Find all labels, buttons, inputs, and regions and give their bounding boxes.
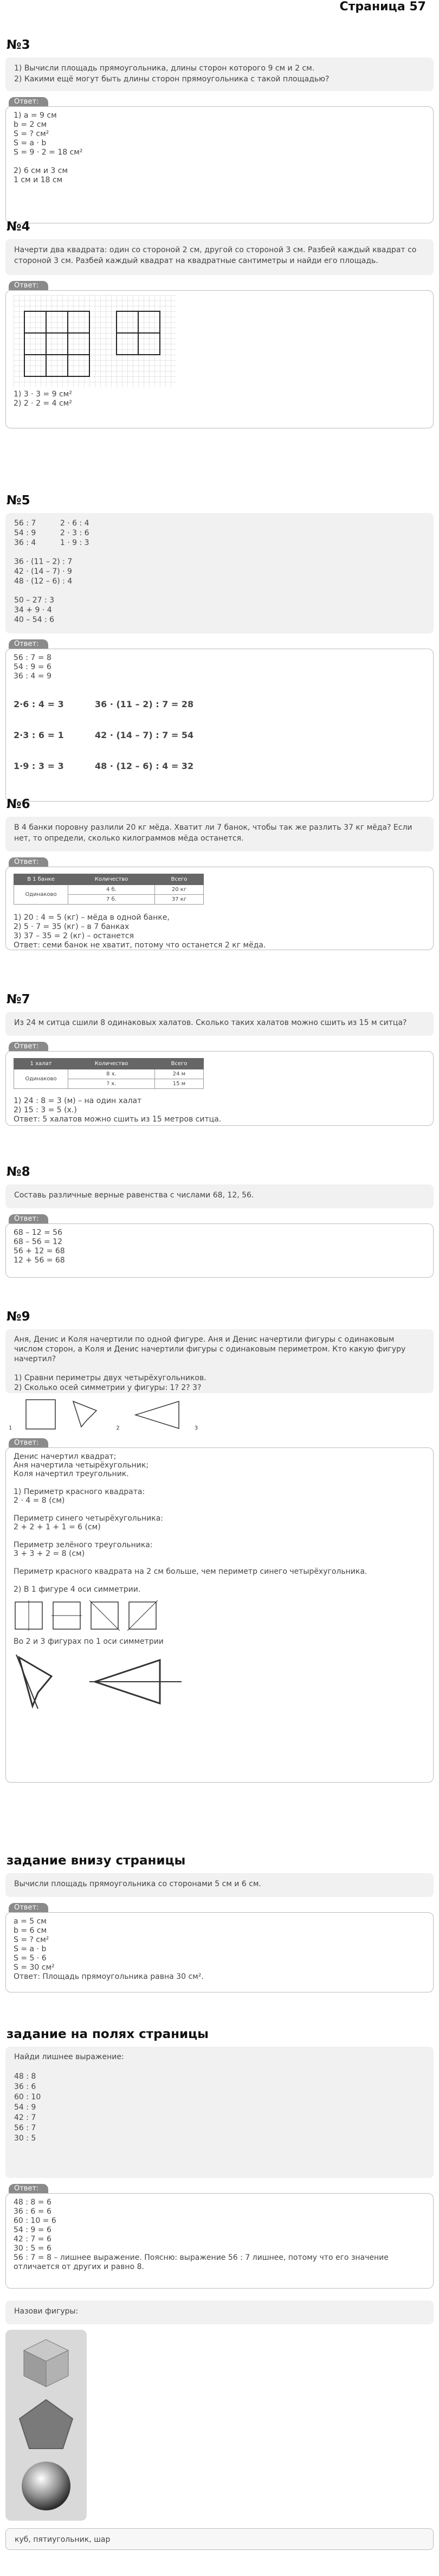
answer-line: 1) 20 : 4 = 5 (кг) – мёда в одной банке, <box>14 913 170 922</box>
table-header: Количество <box>68 1059 155 1069</box>
answer-tab: Ответ: <box>9 1042 48 1051</box>
section-title: задание на полях страницы <box>7 2027 209 2041</box>
section-title: №4 <box>7 220 30 234</box>
table-cell: Одинаково <box>14 1069 68 1089</box>
answer-line: 60 : 10 = 6 <box>14 2216 56 2225</box>
table-cell: Одинаково <box>14 885 68 905</box>
answer-tab: Ответ: <box>9 1438 48 1447</box>
answer-line: 54 : 9 = 6 <box>14 2226 51 2234</box>
section-title: №9 <box>7 1310 30 1324</box>
question-box-figures <box>5 2301 434 2324</box>
figure-label: 3 <box>194 1425 198 1431</box>
symmetry-square-3 <box>89 1600 120 1631</box>
answer-line: a = 5 см <box>14 1917 47 1926</box>
question-line: 36 : 6 <box>14 2082 36 2091</box>
fraction-expr: 1·9 : 3 = 3 <box>14 761 64 771</box>
table-cell: 7 б. <box>68 895 155 905</box>
answer-figures-box <box>5 2528 434 2550</box>
fraction-expr: 36 · (11 – 2) : 7 = 28 <box>95 699 194 709</box>
answer-tab: Ответ: <box>9 97 48 106</box>
question-line: Найди лишнее выражение: <box>14 2053 124 2061</box>
answer-line: S = ? см² <box>14 130 49 138</box>
question-line: 54 : 9 2 · 3 : 6 <box>14 529 89 537</box>
question-line: 1) Вычисли площадь прямоугольника, длины сторон которого 9 см и 2 см. <box>14 64 315 73</box>
section-9 <box>0 1310 439 1783</box>
question-line: 34 + 9 · 4 <box>14 606 52 614</box>
question-line: В 4 банки поровну разлили 20 кг мёда. Хватит ли 7 банок, чтобы так же разлить 37 кг мёда? Если <box>14 823 412 832</box>
answer-line: 1) a = 9 см <box>14 111 57 120</box>
section-3 <box>0 38 439 223</box>
question-line: начертил? <box>14 1355 56 1363</box>
question-box <box>5 817 434 851</box>
answer-line: 2 · 4 = 8 (см) <box>14 1496 65 1505</box>
answer-line: 48 : 8 = 6 <box>14 2198 51 2207</box>
question-line: Из 24 м ситца сшили 8 одинаковых халатов. Сколько таких халатов можно сшить из 15 м ситца? <box>14 1018 407 1027</box>
table-cell: 37 кг <box>155 895 204 905</box>
question-line: 54 : 9 <box>14 2103 36 2112</box>
section-7 <box>0 992 439 1126</box>
question-line: Составь различные верные равенства с числами 68, 12, 56. <box>14 1191 254 1200</box>
answer-line: S = ? см² <box>14 1936 49 1944</box>
answer-line: 68 – 12 = 56 <box>14 1228 62 1237</box>
figure-square <box>25 1399 57 1431</box>
section-title: №8 <box>7 1165 30 1179</box>
question-line: 36 · (11 – 2) : 7 <box>14 558 73 566</box>
answer-box <box>5 1447 434 1783</box>
answer-box <box>5 649 434 802</box>
question-line: 30 : 5 <box>14 2134 36 2143</box>
page-title: Страница 57 <box>339 0 426 14</box>
table-header: В 1 банке <box>14 874 68 885</box>
question-line: 1) Сравни периметры двух четырёхугольников. <box>14 1374 206 1382</box>
answer-box <box>5 106 434 223</box>
data-table <box>14 874 204 905</box>
answer-tab: Ответ: <box>9 857 48 867</box>
table-cell: ? х. <box>68 1079 155 1089</box>
table-cell: 24 м <box>155 1069 204 1079</box>
question-line: Назови фигуры: <box>14 2307 79 2316</box>
fraction-expr: 48 · (12 – 6) : 4 = 32 <box>95 761 194 771</box>
section-4 <box>0 220 439 428</box>
answer-line: 12 + 56 = 68 <box>14 1256 65 1265</box>
answer-box <box>5 1223 434 1278</box>
question-line: 56 : 7 2 · 6 : 4 <box>14 519 89 528</box>
question-box <box>5 1184 434 1208</box>
symmetry-kite <box>14 1655 79 1709</box>
question-line: Начерти два квадрата: один со стороной 2 см, другой со стороной 3 см. Разбей каждый квадрат со <box>14 246 417 254</box>
question-line: Аня, Денис и Коля начертили по одной фигуре. Аня и Денис начертили фигуры с одинаковым <box>14 1335 395 1344</box>
table-cell: 20 кг <box>155 885 204 895</box>
section-5 <box>0 494 439 802</box>
table-header: Всего <box>155 874 204 885</box>
answer-box <box>5 290 434 428</box>
answer-line: 68 – 56 = 12 <box>14 1238 62 1246</box>
answer-tab: Ответ: <box>9 1903 48 1912</box>
answer-line: Периметр красного квадрата на 2 см больше, чем периметр синего четырёхугольника. <box>14 1567 367 1576</box>
section-8 <box>0 1165 439 1278</box>
answer-line: 3) 37 – 35 = 2 (кг) – останется <box>14 932 134 940</box>
answer-line: Во 2 и 3 фигурах по 1 оси симметрии <box>14 1637 164 1646</box>
answer-line: 3 + 3 + 2 = 8 (см) <box>14 1549 85 1558</box>
question-line: 60 : 10 <box>14 2093 41 2101</box>
section-title: задание внизу страницы <box>7 1854 186 1868</box>
table-cell: 4 б. <box>68 885 155 895</box>
fraction-expr: 42 · (14 – 7) : 7 = 54 <box>95 730 194 740</box>
table-cell: 8 х. <box>68 1069 155 1079</box>
answer-line: 1) Периметр красного квадрата: <box>14 1488 145 1496</box>
section-bottom <box>0 1854 439 1992</box>
question-box <box>5 239 434 275</box>
answer-line: 42 : 7 = 6 <box>14 2235 51 2244</box>
answer-line: b = 6 см <box>14 1926 47 1935</box>
answer-tab: Ответ: <box>9 281 48 290</box>
question-box <box>5 1873 434 1897</box>
question-line: стороной 3 см. Разбей каждый квадрат на квадратные сантиметры и найди его площадь. <box>14 257 378 265</box>
question-line: 36 : 4 1 · 9 : 3 <box>14 539 89 547</box>
answer-line: Коля начертил треугольник. <box>14 1470 129 1478</box>
answer-tab: Ответ: <box>9 2184 48 2193</box>
figure-kite <box>70 1399 103 1431</box>
section-title: №5 <box>7 494 30 508</box>
answer-line: S = a · b <box>14 1945 47 1953</box>
question-line: числом сторон, а Коля и Денис начертили фигуры с одинаковым периметром. Кто какую фигуру <box>14 1345 406 1354</box>
answer-line: 56 : 7 = 8 – лишнее выражение. Поясню: выражение 56 : 7 лишнее, потому что его значение <box>14 2253 389 2262</box>
answer-tab: Ответ: <box>9 1214 48 1223</box>
question-line: 56 : 7 <box>14 2124 36 2132</box>
answer-line: Ответ: Площадь прямоугольника равна 30 см². <box>14 1972 204 1981</box>
answer-line: 54 : 9 = 6 <box>14 663 51 671</box>
answer-line: куб, пятиугольник, шар <box>15 2535 111 2544</box>
answer-line: отличается от других и равно 8. <box>14 2263 144 2271</box>
section-title: №3 <box>7 38 30 52</box>
question-line: нет, то определи, сколько килограммов мёда останется. <box>14 834 244 843</box>
table-header: Количество <box>68 874 155 885</box>
answer-line: 36 : 4 = 9 <box>14 672 51 681</box>
answer-line: S = 9 · 2 = 18 см² <box>14 148 83 157</box>
figures-row <box>9 1399 430 1431</box>
question-line: 42 · (14 – 7) · 9 <box>14 567 72 576</box>
question-line: 50 – 27 : 3 <box>14 596 55 605</box>
answer-line: Периметр зелёного треугольника: <box>14 1541 153 1549</box>
table-header: Всего <box>155 1059 204 1069</box>
answer-line: Денис начертил квадрат; <box>14 1452 117 1461</box>
data-table <box>14 1058 204 1089</box>
symmetry-square-1 <box>14 1600 44 1631</box>
answer-line: Аня начертила четырёхугольник; <box>14 1461 149 1470</box>
answer-line: S = 30 см² <box>14 1963 55 1972</box>
answer-line: 1) 24 : 8 = 3 (м) – на один халат <box>14 1097 142 1105</box>
fraction-expr: 2·6 : 4 = 3 <box>14 699 64 709</box>
answer-line: Ответ: семи банок не хватит, потому что останется 2 кг мёда. <box>14 941 266 950</box>
question-box <box>5 2047 434 2178</box>
table-header: 1 халат <box>14 1059 68 1069</box>
section-6 <box>0 797 439 950</box>
question-line: 40 – 54 : 6 <box>14 616 55 624</box>
cube-icon <box>14 2335 78 2389</box>
answer-line: 1) 3 · 3 = 9 см² <box>14 390 72 399</box>
question-box <box>5 57 434 91</box>
question-line: 48 : 8 <box>14 2072 36 2081</box>
table-cell: 15 м <box>155 1079 204 1089</box>
answer-line: 1 см и 18 см <box>14 176 63 184</box>
section-margins <box>0 2027 439 2550</box>
figure-triangle <box>133 1399 182 1431</box>
answer-line: 2) В 1 фигуре 4 оси симметрии. <box>14 1585 141 1594</box>
section-title: №7 <box>7 992 30 1007</box>
question-box <box>5 1012 434 1036</box>
answer-tab: Ответ: <box>9 639 48 649</box>
answer-line: 2) 2 · 2 = 4 см² <box>14 399 72 408</box>
squares-drawing <box>14 295 176 387</box>
question-line: 2) Какими ещё могут быть длины сторон прямоугольника с такой площадью? <box>14 75 330 84</box>
symmetry-square-2 <box>51 1600 82 1631</box>
figure-label: 2 <box>116 1425 120 1431</box>
question-line: 48 · (12 – 6) : 4 <box>14 577 73 586</box>
answer-line: b = 2 см <box>14 120 47 129</box>
question-line: 42 : 7 <box>14 2113 36 2122</box>
answer-line: S = 5 · 6 <box>14 1954 47 1963</box>
answer-line: Ответ: 5 халатов можно сшить из 15 метров ситца. <box>14 1115 222 1124</box>
question-box <box>5 1329 434 1393</box>
answer-line: S = a · b <box>14 139 47 148</box>
symmetry-square-4 <box>127 1600 158 1631</box>
answer-line: 30 : 5 = 6 <box>14 2244 51 2253</box>
pentagon-icon <box>14 2397 78 2451</box>
answer-box <box>5 1912 434 1992</box>
fraction-expr: 2·3 : 6 = 1 <box>14 730 64 740</box>
question-box <box>5 513 434 633</box>
section-title: №6 <box>7 797 30 811</box>
answer-line: 2) 15 : 3 = 5 (х.) <box>14 1106 77 1114</box>
question-line: Вычисли площадь прямоугольника со сторонами 5 см и 6 см. <box>14 1880 261 1888</box>
answer-line: 2) 5 · 7 = 35 (кг) – в 7 банках <box>14 922 130 931</box>
shapes-panel <box>5 2330 87 2521</box>
answer-box <box>5 867 434 950</box>
answer-box <box>5 2193 434 2289</box>
figure-label: 1 <box>9 1425 12 1431</box>
sphere-icon <box>14 2459 78 2513</box>
answer-line: 36 : 6 = 6 <box>14 2207 51 2216</box>
question-line: 2) Сколько осей симметрии у фигуры: 1? 2? 3? <box>14 1383 202 1392</box>
answer-line: 2 + 2 + 1 + 1 = 6 (см) <box>14 1523 101 1531</box>
answer-line: 56 + 12 = 68 <box>14 1247 65 1255</box>
answer-line: 2) 6 см и 3 см <box>14 166 68 175</box>
symmetry-triangle <box>89 1655 182 1709</box>
answer-line: 56 : 7 = 8 <box>14 653 51 662</box>
answer-line: Периметр синего четырёхугольника: <box>14 1514 164 1523</box>
answer-box <box>5 1051 434 1126</box>
